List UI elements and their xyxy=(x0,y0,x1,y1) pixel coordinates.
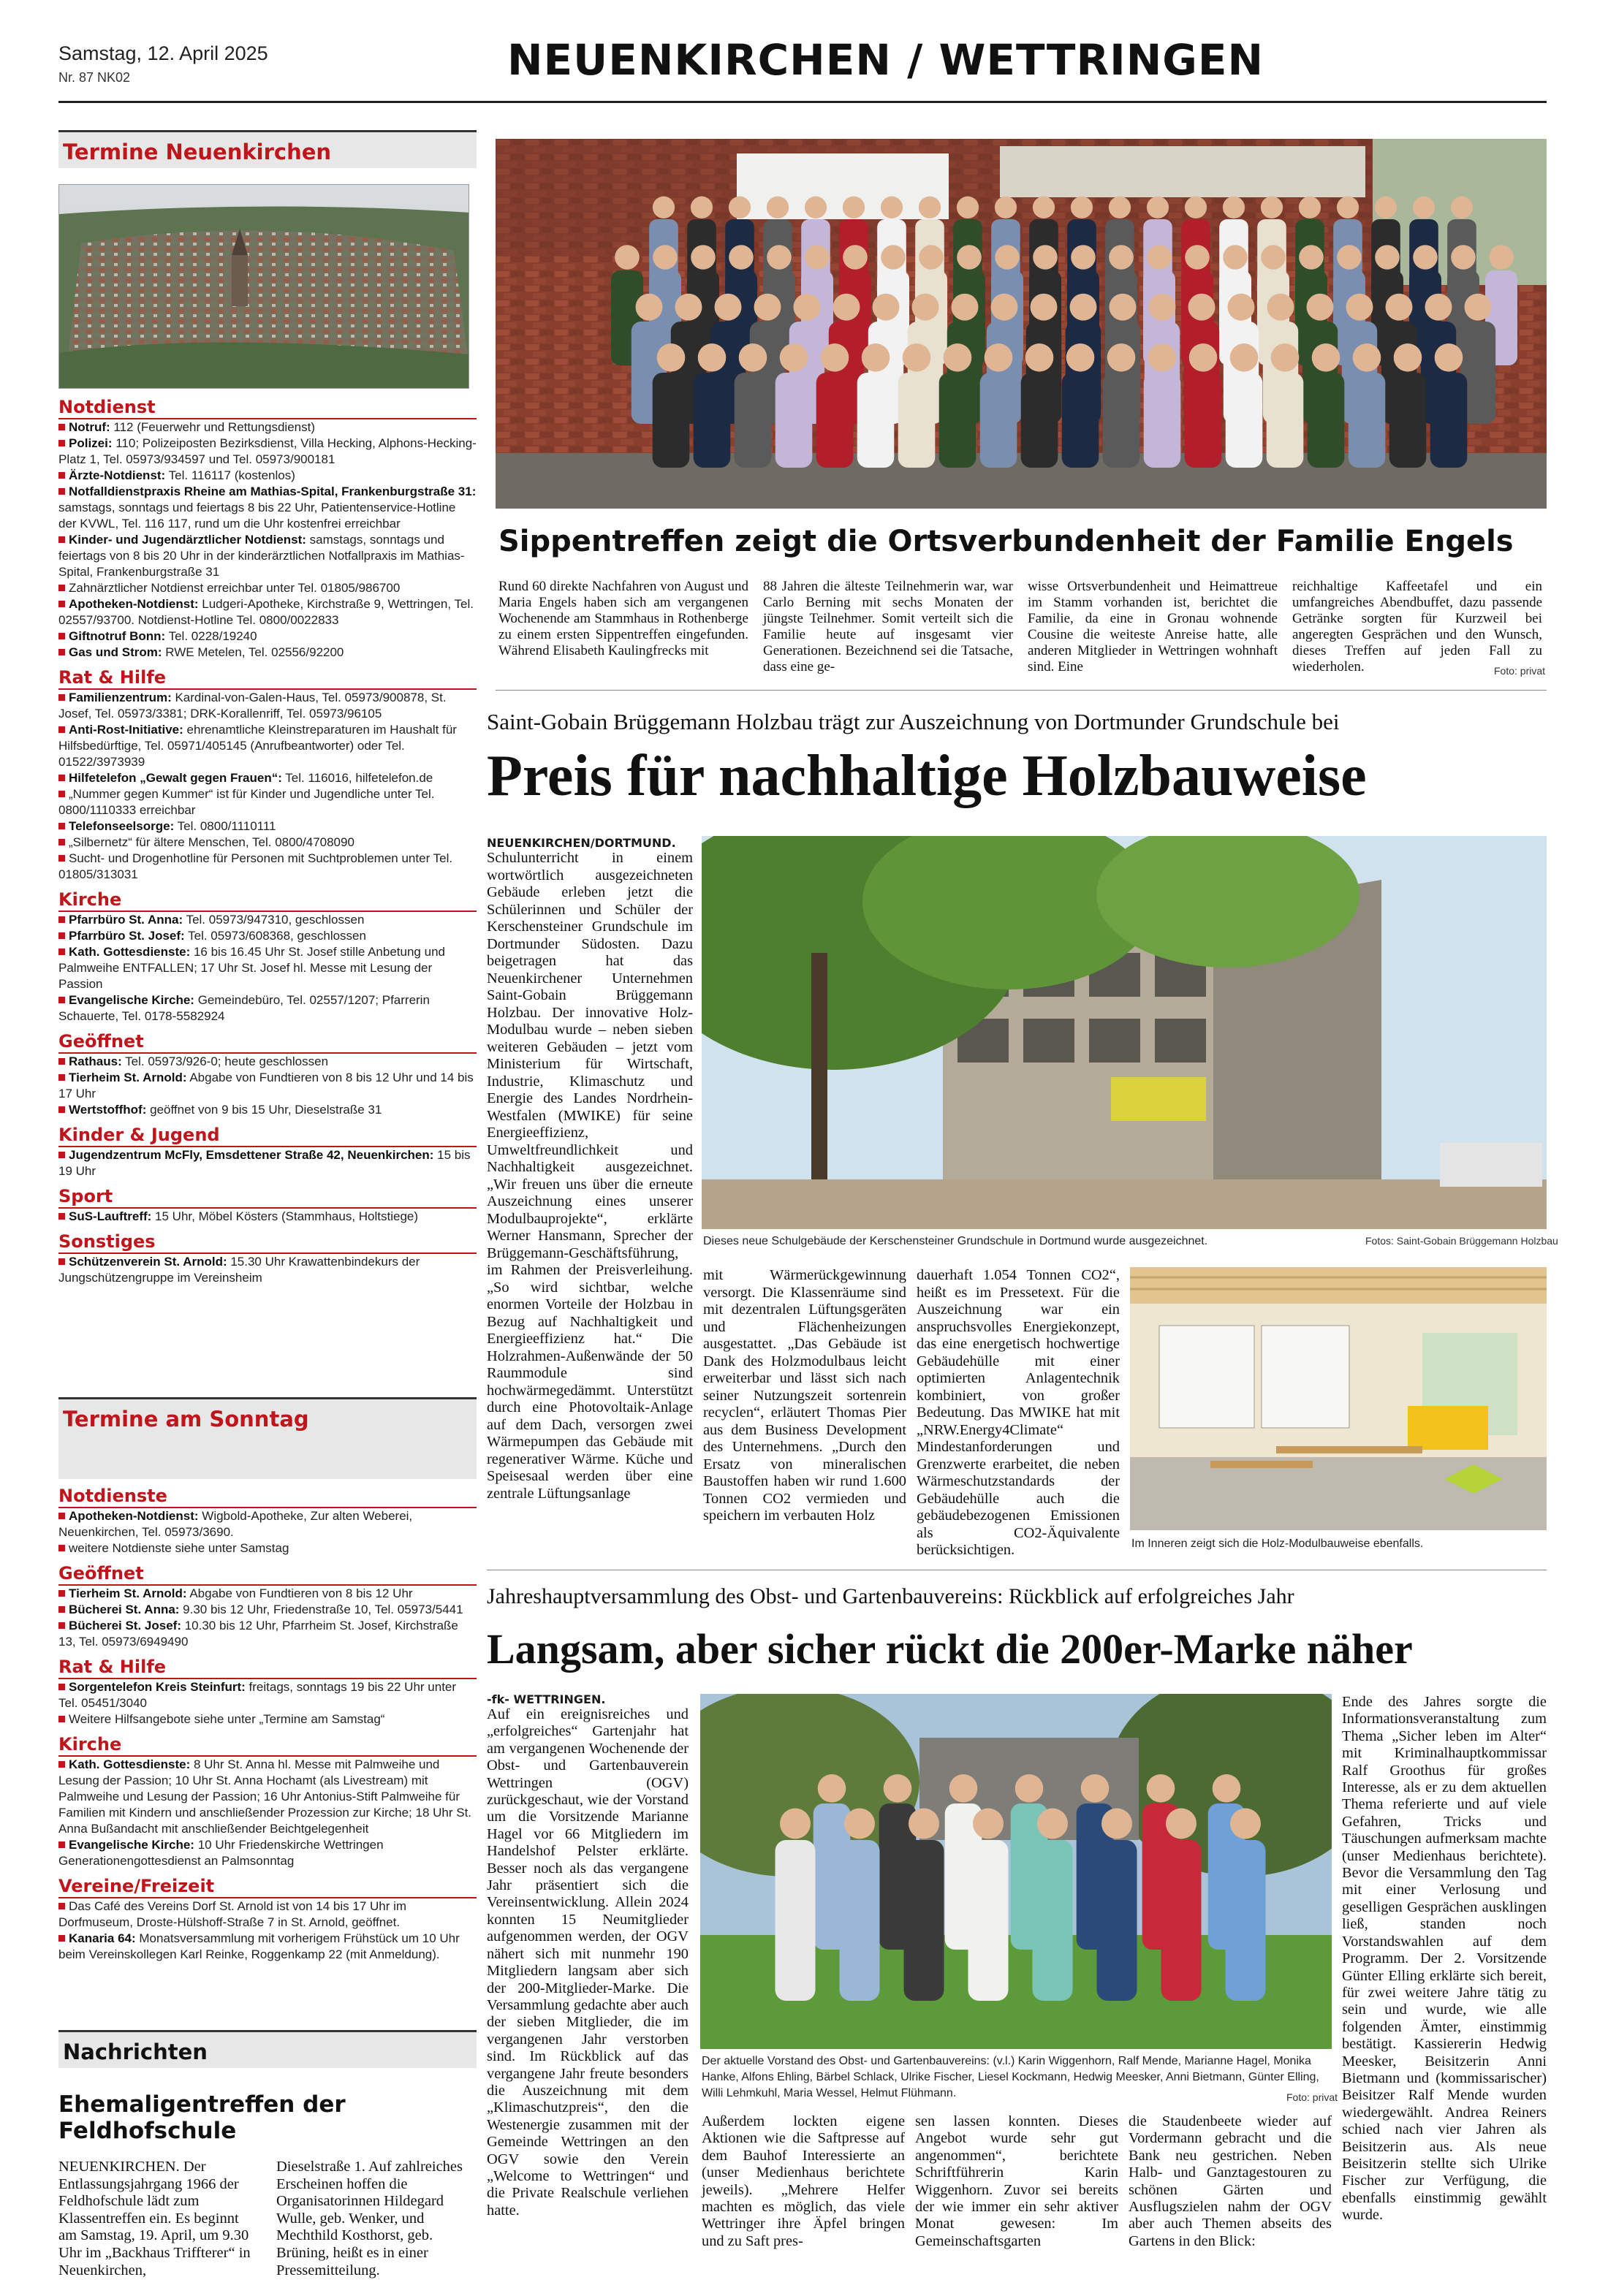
entry-sucht: Sucht- und Drogenhotline für Personen mit Suchtproblemen unter Tel. 01805/313031 xyxy=(58,851,453,881)
nachrichten-title: Ehemaligentreffen der Feldhofschule xyxy=(58,2091,346,2144)
entry-gas-strom: Gas und Strom: RWE Metelen, Tel. 02556/92200 xyxy=(58,645,477,661)
kirche-sonntag-section xyxy=(58,1733,477,1869)
entry-buecherei-josef: Bücherei St. Josef: 10.30 bis 12 Uhr, Pfarrheim St. Josef, Kirchstraße 13, Tel. 05973/6949490 xyxy=(58,1619,458,1649)
kinder-jugend-section xyxy=(58,1124,477,1179)
holzbau-headline: Preis für nachhaltige Holzbauweise xyxy=(487,744,1367,808)
section-heading: Notdienste xyxy=(58,1485,477,1508)
entry-tierheim: Tierheim St. Arnold: Abgabe von Fundtieren von 8 bis 12 Uhr und 14 bis 17 Uhr xyxy=(58,1071,474,1101)
engels-body xyxy=(498,579,1545,675)
entry-schuetzenverein: Schützenverein St. Arnold: 15.30 Uhr Krawattenbindekurs der Jungschützengruppe im Vereinsheim xyxy=(58,1255,420,1285)
entry-notfallpraxis: Notfalldienstpraxis Rheine am Mathias-Spital, Frankenburgstraße 31: samstags, sonntags und feiertags 8 bis 22 Uhr, Patientenservice-Hotline der KVWL, Tel. 116 117, rund um die Uhr kostenfrei erreichbar xyxy=(58,484,477,531)
entry-apotheke: Apotheken-Notdienst: Ludgeri-Apotheke, Kirchstraße 9, Wettringen, Tel. 02557/93700. Notdienst-Hotline Tel. 0800/0022833 xyxy=(58,597,474,627)
holzbau-col2: mit Wärmerückgewinnung versorgt. Die Klassenräume sind mit dezentralen Lüftungsgeräten und Flächenheizungen ausgestattet. „Das Gebäude ist Dank des Holzmodulbaus leicht erweiterbar und lässt sich nach seiner Nutzungszeit sortenrein recyclen“, erläutert Thomas Pier aus dem Business Development des Unternehmens. „Durch den Ersatz von mineralischen Baustoffen haben wir rund 1.600 Tonnen CO2 vermieden und speichern im verbauten Holz xyxy=(703,1267,906,1524)
ogv-col5: Ende des Jahres sorgte die Informationsveranstaltung zum Thema „Sicher leben im Alter“ mit Kriminalhauptkommissar Ralf Groothus für großes Interesse, als er zu dem aktuellen Thema referierte und auf viele Gefahren, Tricks und Täuschungen aufmerksam machte (unser Medienhaus berichtete). Bevor die Versammlung den Tag mit einer Verlosung und geselligen Gesprächen ausklingen ließ, standen noch Vorstandswahlen auf dem Programm. Der 2. Vorsitzende Günter Elling erklärte sich bereit, für zwei weitere Jahre tätig zu sein und wurde, wie alle folgenden Ämter, einstimmig bestätigt. Kassiererin Hedwig Meesker, Beisitzerin Anni Bietmann und (kommissarischer) Beisitzer Ralf Mende wurden wiedergewählt. Andrea Reiners schied nach vier Jahren als Beisitzerin aus. Als neue Beisitzerin stellte sich Ulrike Fischer zur Verfügung, die ebenfalls einstimmig gewählt wurde. xyxy=(1342,1694,1547,2224)
issue-date: Samstag, 12. April 2025 xyxy=(58,42,268,64)
section-heading: Vereine/Freizeit xyxy=(58,1875,477,1898)
entry-telefonseelsorge: Telefonseelsorge: Tel. 0800/1110111 xyxy=(58,818,477,835)
entry-hilfsangebote: Weitere Hilfsangebote siehe unter „Termine am Samstag“ xyxy=(58,1711,477,1727)
rat-hilfe-section xyxy=(58,666,477,883)
entry-lauftreff: SuS-Lauftreff: 15 Uhr, Möbel Kösters (Stammhaus, Holtstiege) xyxy=(58,1209,477,1225)
sonstiges-section xyxy=(58,1231,477,1286)
school-interior-photo xyxy=(1130,1267,1547,1530)
notdienst-section xyxy=(58,396,477,661)
entry-wertstoffhof: Wertstoffhof: geöffnet von 9 bis 15 Uhr, Dieselstraße 31 xyxy=(58,1102,477,1118)
holzbau-credit1: Fotos: Saint-Gobain Brüggemann Holzbau xyxy=(1365,1235,1558,1247)
ogv-col2: Außerdem lockten eigene Aktionen wie die Saftpresse auf dem Bauhof Interessierte an (unser Medienhaus berichtete jeweils). „Mehrere Helfer machten es möglich, das viele Wettringer ihre Äpfel bringen und zu Saft pres- xyxy=(702,2113,905,2249)
section-heading: Sport xyxy=(58,1185,477,1209)
rat-hilfe-sonntag-section xyxy=(58,1656,477,1727)
section-heading: Rat & Hilfe xyxy=(58,666,477,690)
holzbau-dateline: NEUENKIRCHEN/DORTMUND. xyxy=(487,836,676,850)
termine-sonntag-heading: Termine am Sonntag xyxy=(58,1397,477,1435)
entry-buecherei-anna: Bücherei St. Anna: 9.30 bis 12 Uhr, Friedenstraße 10, Tel. 05973/5441 xyxy=(58,1602,477,1618)
entry-giftnotruf: Giftnotruf Bonn: Tel. 0228/19240 xyxy=(58,628,477,645)
entry-notruf: Notruf: 112 (Feuerwehr und Rettungsdienst) xyxy=(58,419,477,436)
issue-number: Nr. 87 NK02 xyxy=(58,70,131,85)
termine-neuenkirchen-heading: Termine Neuenkirchen xyxy=(58,130,477,168)
header-rule xyxy=(58,101,1547,103)
termine-neuenkirchen-box xyxy=(58,130,477,1286)
entry-apotheke-sonntag: Apotheken-Notdienst: Wigbold-Apotheke, Zur alten Weberei, Neuenkirchen, Tel. 05973/3690. xyxy=(58,1509,413,1539)
entry-pfarrbuero-josef: Pfarrbüro St. Josef: Tel. 05973/608368, geschlossen xyxy=(58,928,477,944)
entry-polizei: Polizei: 110; Polizeiposten Bezirksdienst, Villa Hecking, Alphons-Hecking-Platz 1, Tel. 05973/934597 und Tel. 05973/900181 xyxy=(58,436,477,466)
entry-ev-kirche: Evangelische Kirche: Gemeindebüro, Tel. 02557/1207; Pfarrerin Schauerte, Tel. 0178-5582924 xyxy=(58,993,430,1023)
engels-col1: Rund 60 direkte Nachfahren von August und Maria Engels haben sich am vergangenen Wochenende am Stammhaus in Rothenberge zu einem ersten Sippentreffen eingefunden. Während Elisabeth Kaulingfrecks mit xyxy=(498,579,748,658)
entry-gottesdienste-sonntag: Kath. Gottesdienste: 8 Uhr St. Anna hl. Messe mit Palmweihe und Lesung der Passion; 10 Uhr St. Anna Hochamt (als Livestream) mit Palmweihe und Lesung der Passion; 16 Uhr Antonius-Stift Palmweihe für Familien mit Kindern und anschließender Prozession zur Kirche; 18 Uhr St. Anna Bußandacht mit anschließender Beichtgelegenheit xyxy=(58,1757,472,1836)
ogv-col1: Auf ein ereignisreiches und „erfolgreiches“ Gartenjahr hat am vergangenen Wochenende der Obst- und Gartenbauverein Wettringen (OGV) zurückgeschaut, wie der Vorstand um die Vorsitzende Marianne Hagel vor 66 Mitgliedern im Handelshof Pelster erklärte. Besser noch als das vergangene Jahr präsentiert sich die Vereinsentwicklung. Allein 2024 konnten 15 Neumitglieder aufgenommen werden, der OGV nähert sich mit nunmehr 190 Mitgliedern langsam aber sich der 200-Mitglieder-Marke. Die Versammlung gedachte aber auch der sieben Mitglieder, die im vergangenen Jahr verstorben sind. Im Rückblick auf das vergangene Jahr freute besonders die Auszeichnung mit dem „Klimaschutzpreis“, den die Westenergie zusammen mit der Gemeinde Wettringen an den OGV sowie den Verein „Welcome to Wettringen“ und die Private Realschule verliehen hatte. xyxy=(487,1706,689,2219)
entry-kinderarzt: Kinder- und Jugendärztlicher Notdienst: samstags, sonntags und feiertags von 8 bis 20 Uhr in der kinderärztlichen Notfallpraxis im Mathias-Spital, Frankenburgstraße 31 xyxy=(58,533,465,579)
nachrichten-box xyxy=(58,2030,477,2279)
holzbau-caption1: Dieses neue Schulgebäude der Kerschensteiner Grundschule in Dortmund wurde ausgezeichnet. xyxy=(703,1235,1208,1247)
engels-col2: 88 Jahren die älteste Teilnehmerin war, war Carlo Berning mit sechs Monaten der jüngste Teilnehmer. Somit verteilt sich die Familie heute auf insgesamt vier Generationen. Bezeichnend sei die Tatsache, dass eine ge- xyxy=(763,579,1013,674)
engels-col4: reichhaltige Kaffeetafel und ein umfangreiches Abendbuffet, dazu passende Getränke sorgten für Kurzweil bei angeregten Gesprächen und den Wunsch, dieses Treffen auf jeden Fall zu wiederholen. xyxy=(1292,579,1542,674)
entry-gottesdienste: Kath. Gottesdienste: 16 bis 16.45 Uhr St. Josef stille Anbetung und Palmweihe ENTFALLEN; 17 Uhr St. Josef hl. Messe mit Lesung der Passion xyxy=(58,945,445,991)
ogv-credit: Foto: privat xyxy=(1286,2091,1338,2103)
aerial-town-photo xyxy=(58,184,469,389)
entry-zahnarzt: Zahnärztlicher Notdienst erreichbar unter Tel. 01805/986700 xyxy=(58,580,477,596)
ogv-col1-wrap xyxy=(487,1692,689,2219)
entry-pfarrbuero-anna: Pfarrbüro St. Anna: Tel. 05973/947310, geschlossen xyxy=(58,912,477,928)
school-exterior-photo xyxy=(702,836,1547,1229)
section-heading: Notdienst xyxy=(58,396,477,419)
section-heading: Kirche xyxy=(58,889,477,912)
section-heading: Kinder & Jugend xyxy=(58,1124,477,1147)
ogv-headline: Langsam, aber sicher rückt die 200er-Marke näher xyxy=(487,1625,1413,1673)
section-heading: Kirche xyxy=(58,1733,477,1757)
engels-family-photo xyxy=(496,139,1547,509)
heading-band xyxy=(58,1434,477,1479)
section-heading: Sonstiges xyxy=(58,1231,477,1254)
kirche-section xyxy=(58,889,477,1025)
entry-kanaria: Kanaria 64: Monatsversammlung mit vorherigem Frühstück um 10 Uhr beim Vereinskollegen Karl Reinke, Roggenkamp 22 (mit Anmeldung). xyxy=(58,1931,460,1961)
entry-tierheim-sonntag: Tierheim St. Arnold: Abgabe von Fundtieren von 8 bis 12 Uhr xyxy=(58,1586,477,1602)
page-title: NEUENKIRCHEN / WETTRINGEN xyxy=(507,35,1264,85)
ogv-caption: Der aktuelle Vorstand des Obst- und Gartenbauvereins: (v.l.) Karin Wiggenhorn, Ralf Mende, Marianne Hagel, Monika Hanke, Alfons Ehling, Bärbel Schlack, Ulrike Fischer, Liesel Kockmann, Hedwig Meesker, Anni Bietmann, Günter Elling, Willi Lehmkuhl, Maria Wessel, Helmut Flühmann. xyxy=(702,2055,1319,2099)
engels-credit: Foto: privat xyxy=(1494,665,1546,677)
holzbau-kicker: Saint-Gobain Brüggemann Holzbau trägt zur Auszeichnung von Dortmunder Grundschule bei xyxy=(487,709,1340,734)
geoeffnet-section xyxy=(58,1030,477,1118)
engels-headline: Sippentreffen zeigt die Ortsverbundenheit der Familie Engels xyxy=(498,525,1514,558)
ogv-kicker: Jahreshauptversammlung des Obst- und Gartenbauvereins: Rückblick auf erfolgreiches Jahr xyxy=(487,1584,1294,1608)
entry-rathaus: Rathaus: Tel. 05973/926-0; heute geschlossen xyxy=(58,1054,477,1070)
entry-aerzte: Ärzte-Notdienst: Tel. 116117 (kostenlos) xyxy=(58,468,477,484)
sport-section xyxy=(58,1185,477,1225)
section-heading: Geöffnet xyxy=(58,1030,477,1054)
holzbau-caption2: Im Inneren zeigt sich die Holz-Modulbauweise ebenfalls. xyxy=(1131,1537,1424,1550)
entry-anti-rost: Anti-Rost-Initiative: ehrenamtliche Kleinstreparaturen im Haushalt für Hilfsbedürftige, Tel. 05971/405145 (Anrufbeantworter) oder Tel. 01522/3973939 xyxy=(58,723,457,769)
divider xyxy=(496,690,1547,691)
ogv-col4: die Staudenbeete wieder auf Vordermann gebracht und die Bank neu gestrichen. Neben Halb- und Ganztagestouren zu schönen Gärten und Ausflugszielen nahm der OGV aber auch Themen abseits des Gartens in den Blick: xyxy=(1129,2113,1332,2249)
engels-col3: wisse Ortsverbundenheit und Heimattreue im Stamm vorhanden ist, berichtet die Familie, da eine in Gronau wohnende Cousine die weiteste Anreise hatte, alle anderen Mitglieder in Wettringen wohnhaft sind. Eine xyxy=(1028,579,1278,674)
ogv-col3: sen lassen konnten. Dieses Angebot wurde sehr gut angenommen“, berichtete Schriftführerin Karin Wiggenhorn. Zuvor sei bereits der wie immer ein sehr aktiver Monat gewesen: Im Gemeinschaftsgarten xyxy=(915,2113,1118,2249)
section-heading: Geöffnet xyxy=(58,1562,477,1586)
entry-kummer: „Nummer gegen Kummer“ ist für Kinder und Jugendliche unter Tel. 0800/1110333 erreichbar xyxy=(58,787,435,817)
entry-ev-kirche-sonntag: Evangelische Kirche: 10 Uhr Friedenskirche Wettringen Generationengottesdienst an Palmsonntag xyxy=(58,1838,384,1868)
ogv-board-photo xyxy=(700,1694,1332,2049)
entry-cafe: Das Café des Vereins Dorf St. Arnold ist von 14 bis 17 Uhr im Dorfmuseum, Droste-Hülshoff-Straße 7 in St. Arnold, geöffnet. xyxy=(58,1899,407,1929)
entry-jugendzentrum: Jugendzentrum McFly, Emsdettener Straße 42, Neuenkirchen: 15 bis 19 Uhr xyxy=(58,1148,471,1178)
ogv-dateline: -fk- WETTRINGEN. xyxy=(487,1692,606,1706)
nachrichten-heading: Nachrichten xyxy=(58,2030,477,2068)
entry-sorgentelefon: Sorgentelefon Kreis Steinfurt: freitags, sonntags 19 bis 22 Uhr unter Tel. 05451/3040 xyxy=(58,1680,457,1710)
nachrichten-col2: Dieselstraße 1. Auf zahlreiches Erscheinen hoffen die Organisatorinnen Hildegard Wulle, geb. Wenker, und Mechthild Kosthorst, geb. Brüning, heißt es in einer Pressemitteilung. xyxy=(276,2159,463,2278)
section-heading: Rat & Hilfe xyxy=(58,1656,477,1679)
entry-weitere-notdienste: weitere Notdienste siehe unter Samstag xyxy=(58,1540,477,1556)
holzbau-col1-wrap xyxy=(487,836,693,1502)
termine-sonntag-box xyxy=(58,1397,477,1963)
geoeffnet-sonntag-section xyxy=(58,1562,477,1650)
holzbau-col3: dauerhaft 1.054 Tonnen CO2“, heißt es im Pressetext. Für die Auszeichnung war ein anspruchsvolles Energiekonzept, das eine energetisch hochwertige Gebäudehülle mit einer optimierten Anlagentechnik kombiniert, von großer Bedeutung. Das MWIKE hat mit „NRW.Energy4Climate“ Mindestanforderungen und Grenzwerte erarbeitet, die neben Wärmeschutzstandards der Gebäudehülle auch die gebäudebezogenen Emissionen als CO2-Äquivalente berücksichtigen. xyxy=(917,1267,1120,1558)
notdienste-section xyxy=(58,1485,477,1556)
entry-familienzentrum: Familienzentrum: Kardinal-von-Galen-Haus, Tel. 05973/900878, St. Josef, Tel. 05973/3381; DRK-Korallenriff, Tel. 05973/96105 xyxy=(58,691,447,721)
entry-silbernetz: „Silbernetz“ für ältere Menschen, Tel. 0800/4708090 xyxy=(58,835,477,851)
vereine-section xyxy=(58,1875,477,1963)
nachrichten-col1: NEUENKIRCHEN. Der Entlassungsjahrgang 1966 der Feldhofschule lädt zum Klassentreffen ein. Es beginnt am Samstag, 19. April, um 9.30 Uhr im „Backhaus Triffterer“ in Neuenkirchen, xyxy=(58,2159,251,2278)
holzbau-col1: Schulunterricht in einem wortwörtlich ausgezeichneten Gebäude erleben jetzt die Schülerinnen und Schüler der Kerschensteiner Grundschule im Dortmunder Südosten. Dazu beigetragen hat das Neuenkirchener Unternehmen Saint-Gobain Brüggemann Holzbau. Der innovative Holz-Modulbau wurde – neben sieben weiteren Gebäuden – jetzt vom Ministerium für Wirtschaft, Industrie, Klimaschutz und Energie des Landes Nordrhein-Westfalen (MWIKE) für seine Energieeffizienz, Umweltfreundlichkeit und Nachhaltigkeit ausgezeichnet. „Wir freuen uns über die erneute Auszeichnung eines unserer Modulbauprojekte“, erklärte Werner Hansmann, Sprecher der Brüggemann-Geschäftsführung, im Rahmen der Preisverleihung. „So wird sichtbar, welche enormen Vorteile der Holzbau in Bezug auf Nachhaltigkeit und Energieeffizienz hat.“ Die Holzrahmen-Außenwände der 50 Raummodule sind hochwärmegedämmt. Unterstützt durch eine Photovoltaik-Anlage auf dem Dach, versorgen zwei Wärmepumpen das Gebäude mit regenerativer Wärme. Küche und Speisesaal werden über eine zentrale Lüftungsanlage xyxy=(487,850,693,1502)
entry-hilfetelefon: Hilfetelefon „Gewalt gegen Frauen“: Tel. 116016, hilfetelefon.de xyxy=(58,770,477,786)
